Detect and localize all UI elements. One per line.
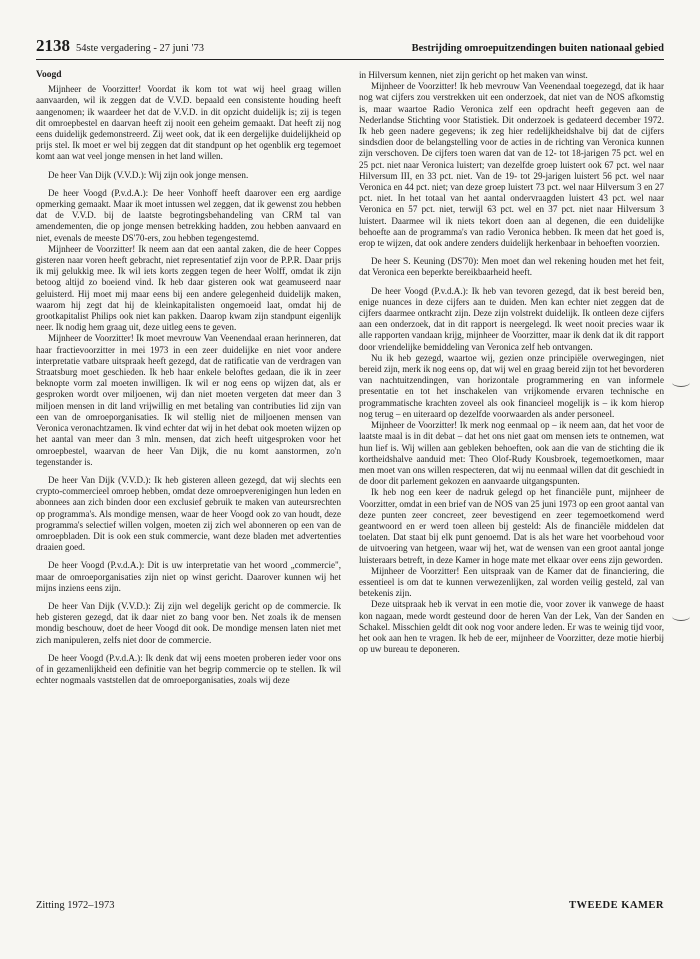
paragraph: De heer Voogd (P.v.d.A.): Ik heb van tevoren gezegd, dat ik best bereid ben, enige nuances in deze cijfers aan te duiden. Men kan echter niet zeggen dat de cijfers daarmee ontkracht zijn. Deze zijn volstrekt duidelijk. Ik ontleen deze cijfers aan een onderzoek, dat in dit rapport is neergelegd. Ik weet nooit precies waar ik alle rapporten vandaan krijg, mijnheer de Voorzitter, maar ik denk dat ik dit rapport door vriendelijke bemiddeling van Veronica zelf heb ontvangen.	[359, 285, 664, 352]
paragraph: Mijnheer de Voorzitter! Ik moet mevrouw Van Veenendaal eraan herinneren, dat haar fractievoorzitter in mei 1973 in een zeer duidelijke en niet voor andere interpretatie vatbare uitspraak heeft gezegd, dat de ratificatie van de verdragen van Straatsburg moet geschieden. Ik heb haar enkele beloftes gedaan, die ik in zeer beknopte vorm zal moeten inwilligen. Ik wil er nog eens op wijzen dat, als er gesproken wordt over miljoenen, wij dan niet moeten vergeten dat meer dan 3 miljoen mensen in dit land vrijwillig en met betaling van contributies lid zijn van een van de omroeporganisaties. Ik wil stellig niet de miljoenen mensen van Veronica veronachtzamen. Ik vind echter dat wij in het debat ook moeten wijzen op het aantal van meer dan 3 mln. mensen, dat zich heeft uitgesproken voor het omroepbestel, waarvan de heer Van Dijk, die nu komt aanstormen, zo'n tegenstander is.	[36, 333, 341, 467]
section-heading: Voogd	[36, 70, 62, 80]
page-number: 2138	[36, 36, 70, 55]
paragraph: Mijnheer de Voorzitter! Ik neem aan dat een aantal zaken, die de heer Coppes gisteren naar voren heeft gebracht, niet representatief zijn voor de P.P.R. Daar prijs ik mij gelukkig mee. Ik wil iets korts zeggen tegen de heer Wolff, omdat ik zijn betoog altijd zo boeiend vind. Ik heb daar gisteren ook wat geamuseerd naar geluisterd. Hij moet mij maar eens bij een andere gelegenheid duidelijk maken, waarom hij zegt dat hij de kleinkapitalisten ongemoeid laat, omdat hij de grootkapitalist Philips ook niet kan pakken. Daarop kwam zijn standpunt eigenlijk neer. Ik nodig hem graag uit, deze uitleg eens te geven.	[36, 243, 341, 333]
paragraph: Mijnheer de Voorzitter! Voordat ik kom tot wat wij heel graag willen aanvaarden, wil ik zeggen dat de V.V.D. bepaald een consistente houding heeft aangenomen; ik waardeer het dat de V.V.D. in dit opzicht duidelijk is; zij is tegen dit omroepbestel en daarvan heeft zij nooit een geheim gemaakt. Dat heeft zij nog eens duidelijk gedemonstreerd. Zij weet ook, dat ik een dergelijke duidelijkheid op prijs stel. Ik moet er wel bij zeggen dat dit standpunt op het ogenblik erg tegemoet komt aan wat veel jonge mensen in het land willen.	[36, 84, 341, 162]
paragraph: Nu ik heb gezegd, waartoe wij, gezien onze principiële overwegingen, niet bereid zijn, merk ik nog eens op, dat wij wel en graag bereid zijn tot het bevorderen van nachtuitzendingen, van horizontale programmering en van informele presentatie en tot het inschakelen van vrijkomende ervaren technische en programmatische krachten zoveel als ook financieel mogelijk is – ik kom hierop nog terug – en uiteraard op dezelfde voorwaarden als ander personeel.	[359, 352, 664, 419]
debate-topic: Bestrijding omroepuitzendingen buiten nationaal gebied	[411, 43, 664, 54]
paragraph: Mijnheer de Voorzitter! Ik merk nog eenmaal op – ik neem aan, dat het voor de laatste maal is in dit debat – dat het ons niet gaat om mensen iets te ontnemen, wat hun lief is. Wij willen aan gebleken behoeften, ook aan die van de stichting die ik kortheidshalve aanduid met: Theo Olof-Rudy Kousbroek, tegemoetkomen, maar men moet van ons willen respecteren, dat wij nu eenmaal willen dat dit geschiedt in de door dit parlement gekozen en aanvaarde uitgangspunten.	[359, 420, 664, 487]
paragraph: in Hilversum kennen, niet zijn gericht op het maken van winst.	[359, 70, 588, 80]
right-column	[359, 70, 664, 885]
margin-mark	[672, 612, 690, 621]
paragraph: De heer Voogd (P.v.d.A.): Ik denk dat wij eens moeten proberen ieder voor ons of in gezamenlijkheid een definitie van het begrip commercie op te stellen. Ik wil echter nogmaals vaststellen dat de omroeporganisaties, zoals wij deze	[36, 652, 341, 686]
paragraph: Mijnheer de Voorzitter! Een uitspraak van de Kamer dat de financiering, die essentieel is om dat te kunnen verwezenlijken, zal worden veilig gesteld, zal van betekenis zijn.	[359, 565, 664, 599]
session-date: 54ste vergadering - 27 juni '73	[76, 43, 204, 54]
paragraph: De heer Van Dijk (V.V.D.): Wij zijn ook jonge mensen.	[48, 169, 249, 180]
paragraph: Ik heb nog een keer de nadruk gelegd op het financiële punt, mijnheer de Voorzitter, omdat in een brief van de NOS van 25 juni 1973 op een groot aantal van deze punten zeer concreet, zeer bevestigend en zeer tegemoetkomend werd geantwoord en er werd toen alleen bij gesteld: Als de financiële middelen dat toelaten. Dat staat bij elk punt genoemd. Dat is als het ware het voorbehoud voor de uitvoering van hetgeen, waar wij het, wat de wensen van een groot aantal jonge luisteraars betreft, in deze Kamer in hoge mate met elkaar over eens zijn geworden.	[359, 487, 664, 565]
chamber-name: TWEEDE KAMER	[569, 900, 664, 911]
session-year: Zitting 1972–1973	[36, 900, 115, 911]
paragraph: De heer Voogd (P.v.d.A.): Dit is uw interpretatie van het woord „commercie", maar de omroeporganisaties zijn niet op winst gericht. Daarover kunnen wij het mijns inziens eens zijn.	[36, 560, 341, 593]
page-header	[36, 36, 664, 60]
paragraph: Mijnheer de Voorzitter! Ik heb mevrouw Van Veenendaal toegezegd, dat ik haar nog wat cijfers zou verstrekken uit een onderzoek, dat niet van de NOS afkomstig is, maar waartoe Radio Veronica zelf een opdracht heeft gegeven aan de Nederlandse Stichting voor Statistiek. Dit onderzoek is gedateerd december 1972. Ik heb geen nadere gegevens; ik zeg hier redelijkheidshalve bij dat de cijfers sindsdien door de belangstelling voor de acties in de richting van Veronica kunnen zijn verschoven. De cijfers toen waren dat van de 12- tot 18-jarigen 75 pct. wel en 25 pct. niet naar Veronica luistert; van dezelfde groep luistert ook 67 pct. wel naar Hilversum III, en 33 pct. niet. Van de 19- tot 29-jarigen luistert 56 pct. wel naar Veronica en 44 pct. niet; van deze groep luistert 73 pct. wel naar Hilversum 3 en 27 pct. niet. In het totaal van het aantal ondervraagden luistert 43 pct. wel naar Veronica en 57 pct. niet, terwijl 63 pct. wel en 37 pct. niet naar Hilversum 3 luistert. Daarmee wil ik niets tekort doen aan al degenen, die een duidelijke behoefte aan de programma's van radio Veronica hebben. Ik meen dat het goed is, erop te wijzen, dat ook andere zenders duidelijk herkenbaar in behoeften voorzien.	[359, 81, 664, 249]
left-column	[36, 70, 341, 885]
page-footer	[36, 900, 664, 911]
text-columns	[36, 70, 664, 885]
paragraph: Deze uitspraak heb ik vervat in een motie die, voor zover ik vanwege de haast kon nagaan, mede wordt gesteund door de heren Van der Lek, Van der Sanden en Schakel. Misschien geldt dit ook nog voor andere leden. Er was te weinig tijd voor, het ook aan hen te vragen. Ik heb de eer, mijnheer de Voorzitter, deze motie hierbij op uw bureau te deponeren.	[359, 599, 664, 655]
paragraph: De heer Van Dijk (V.V.D.): Ik heb gisteren alleen gezegd, dat wij slechts een crypto-commercieel omroep hebben, omdat deze omroepverenigingen hun leden en abonnees aan zich binden door een exclusief gebruik te maken van auteursrechten op programma's. Als mondige mensen, waar de heer Voogd ook zo van houdt, deze programma's selectief willen volgen, moeten zij zich wel abonneren op een van de omroepbladen. Dit is ook een stuk commercie, want deze bladen met advertenties draaien goed.	[36, 474, 341, 553]
paragraph: De heer S. Keuning (DS'70): Men moet dan wel rekening houden met het feit, dat Veronica een beperkte bereikbaarheid heeft.	[359, 256, 664, 278]
margin-mark	[672, 378, 690, 387]
paragraph: De heer Voogd (P.v.d.A.): De heer Vonhoff heeft daarover een erg aardige opmerking gemaakt. Maar ik moet intussen wel zeggen, dat ik gewenst zou hebben dat de V.V.D. bij de laatste begrotingsbehandeling van CRM tal van amendementen, die op jonge mensen betrekking hadden, zou hebben aanvaard en niet, evenals de meeste DS'70-ers, zou hebben tegengestemd.	[36, 187, 341, 243]
paragraph: De heer Van Dijk (V.V.D.): Zij zijn wel degelijk gericht op de commercie. Ik heb gisteren gezegd, dat ik daar niet zo bang voor ben. Net zoals ik de mensen mondig beschouw, doet de heer Voogd dit ook. De mondige mensen laten niet met zich manipuleren, zelfs niet door de commercie.	[36, 600, 341, 645]
